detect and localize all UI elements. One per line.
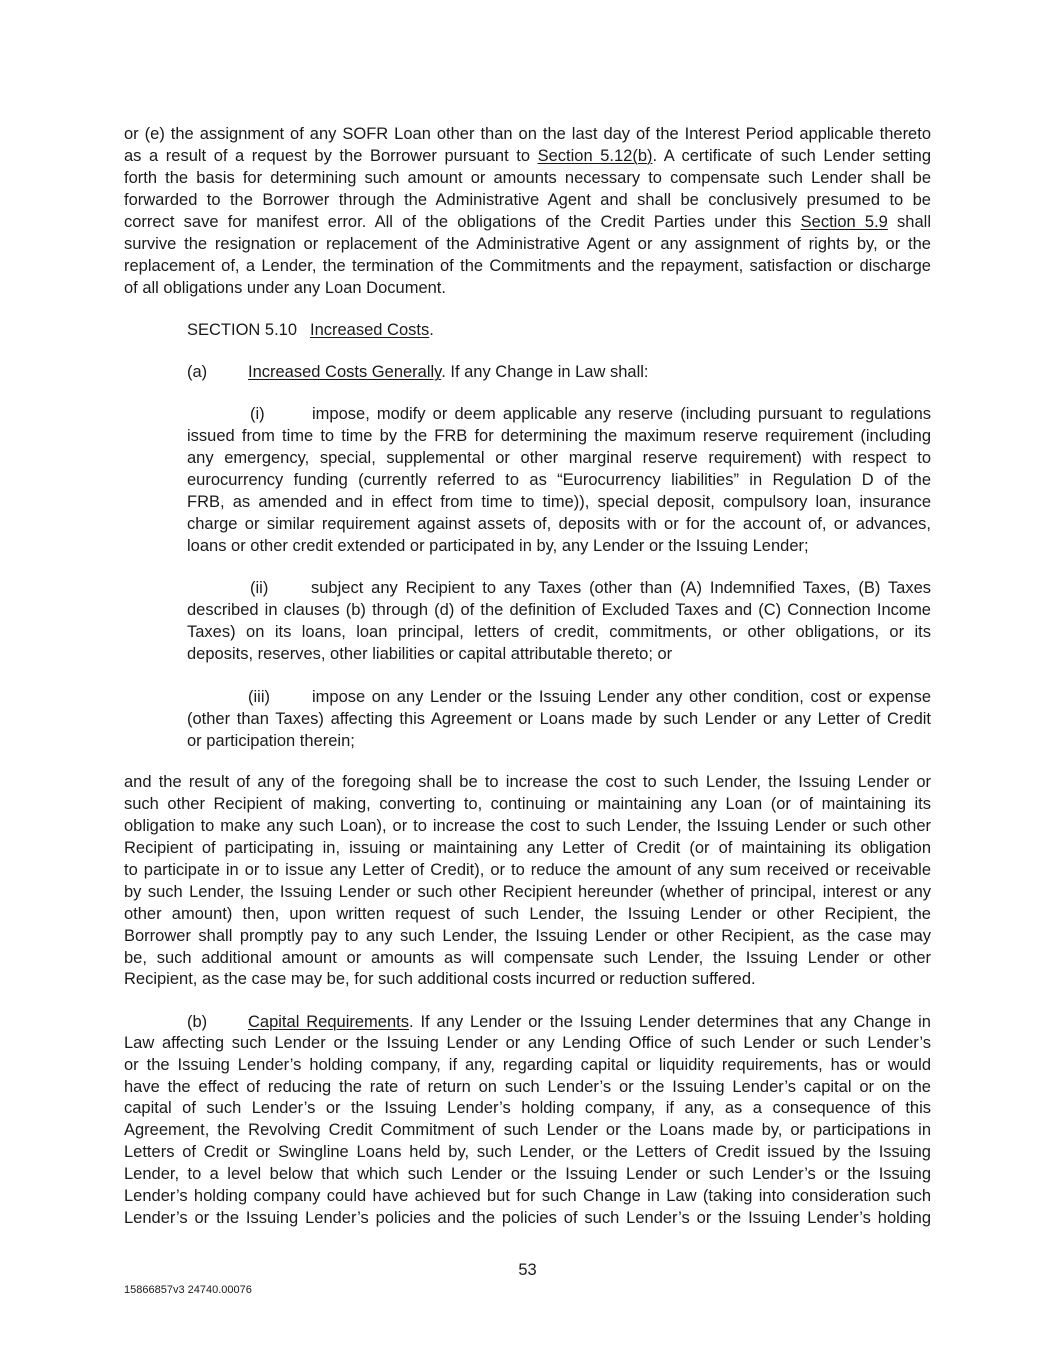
paragraph-line: FRB, as amended and in effect from time to time)), special deposit, compulsory loan, insurance (187, 493, 931, 511)
paragraph-line: forwarded to the Borrower through the Administrative Agent and shall be conclusively presumed to be (124, 191, 931, 209)
paragraph-line: Agreement, the Revolving Credit Commitment of such Lender or the Loans made by, or participations in (124, 1121, 931, 1139)
paragraph-line: deposits, reserves, other liabilities or capital attributable thereto; or (187, 645, 673, 663)
paragraph-line: or the Issuing Lender’s holding company, if any, regarding capital or liquidity requirements, has or would (124, 1056, 931, 1074)
paragraph-line: charge or similar requirement against assets of, deposits with or for the account of, or advances, (187, 515, 931, 533)
clause-a-heading (187, 361, 931, 383)
paragraph-line: Law affecting such Lender or the Issuing Lender or any Lending Office of such Lender or such Lender’s (124, 1034, 931, 1052)
clause-b-title: Capital Requirements (248, 1013, 409, 1031)
paragraph-line: capital of such Lender’s or the Issuing Lender’s holding company, if any, as a consequence of this (124, 1099, 931, 1117)
paragraph-line: Letters of Credit or Swingline Loans held by, such Lender, or the Letters of Credit issued by the Issuing (124, 1143, 931, 1161)
paragraph-line: issued from time to time by the FRB for determining the maximum reserve requirement (including (187, 427, 931, 445)
clause-a-title: Increased Costs Generally (248, 363, 442, 381)
paragraph-line: such other Recipient of making, converting to, continuing or maintaining any Loan (or of maintaining its (124, 795, 931, 813)
paragraph-line: forth the basis for determining such amount or amounts necessary to compensate such Lender shall be (124, 169, 931, 187)
section-heading (187, 319, 931, 341)
paragraph-line: loans or other credit extended or participated in by, any Lender or the Issuing Lender; (187, 537, 809, 555)
paragraph-line: Lender, to a level below that which such Lender or the Issuing Lender or such Lender’s or the Issuing (124, 1165, 931, 1183)
paragraph-line: obligation to make any such Loan), or to increase the cost to such Lender, the Issuing Lender or such other (124, 817, 931, 835)
paragraph-line (124, 211, 931, 233)
paragraph-line: survive the resignation or replacement of the Administrative Agent or any assignment of rights by, or the (124, 235, 931, 253)
line-text: subject any Recipient to any Taxes (other than (A) Indemnified Taxes, (B) Taxes (311, 579, 931, 597)
clause-b-first-line (187, 1011, 931, 1033)
line-text: . If any Lender or the Issuing Lender determines that any Change in (408, 1013, 931, 1031)
paragraph-line: and the result of any of the foregoing shall be to increase the cost to such Lender, the Issuing Lender or (124, 773, 931, 791)
paragraph-line: Taxes) on its loans, loan principal, letters of credit, commitments, or other obligations, or its (187, 623, 931, 641)
paragraph-line: Lender’s or the Issuing Lender’s policies and the policies of such Lender’s or the Issuing Lender’s holding (124, 1209, 931, 1227)
line-text: . A certificate of such Lender setting (652, 147, 931, 165)
clause-ii-first-line (250, 577, 931, 599)
clause-label: (a) (187, 363, 208, 381)
paragraph-line: Borrower shall promptly pay to any such Lender, the Issuing Lender or other Recipient, as the case may (124, 927, 931, 945)
section-5-9-reference: Section 5.9 (800, 213, 888, 231)
section-5-12b-reference: Section 5.12(b) (537, 147, 653, 165)
footer-document-id: 15866857v3 24740.00076 (124, 1284, 252, 1296)
page-number: 53 (518, 1261, 537, 1279)
clause-label: (b) (187, 1013, 208, 1031)
paragraph-line: or participation therein; (187, 732, 355, 750)
paragraph-line: Recipient of participating in, issuing or maintaining any Letter of Credit (or of maintaining its obligation (124, 839, 931, 857)
paragraph-line: Lender’s holding company could have achieved but for such Change in Law (taking into consideration such (124, 1187, 931, 1205)
clause-label: (iii) (248, 688, 270, 706)
clause-i-first-line (250, 403, 931, 425)
clause-a-text: . If any Change in Law shall: (441, 363, 649, 381)
paragraph-line: of all obligations under any Loan Document. (124, 279, 446, 297)
paragraph-line: eurocurrency funding (currently referred to as “Eurocurrency liabilities” in Regulation D of the (187, 471, 931, 489)
paragraph-line: Recipient, as the case may be, for such additional costs incurred or reduction suffered. (124, 970, 756, 988)
line-text: as a result of a request by the Borrower pursuant to (124, 147, 538, 165)
line-text: shall (887, 213, 931, 231)
clause-label: (ii) (250, 579, 269, 597)
section-title: Increased Costs (310, 321, 430, 339)
paragraph-line: by such Lender, the Issuing Lender or such other Recipient hereunder (whether of principal, interest or any (124, 883, 931, 901)
paragraph-line: to participate in or to issue any Letter of Credit), or to reduce the amount of any sum received or receivable (124, 861, 931, 879)
paragraph-line: have the effect of reducing the rate of return on such Lender’s or the Issuing Lender’s capital or on the (124, 1078, 931, 1096)
paragraph-line (124, 145, 931, 167)
paragraph-line: other amount) then, upon written request of such Lender, the Issuing Lender or other Recipient, the (124, 905, 931, 923)
clause-label: (i) (250, 405, 265, 423)
section-number: SECTION 5.10 (187, 321, 298, 339)
section-title-suffix: . (429, 321, 434, 339)
line-text: impose on any Lender or the Issuing Lender any other condition, cost or expense (312, 688, 931, 706)
paragraph-line: be, such additional amount or amounts as will compensate such Lender, the Issuing Lender or other (124, 949, 931, 967)
paragraph-line: or (e) the assignment of any SOFR Loan other than on the last day of the Interest Period applicable thereto (124, 125, 931, 143)
clause-iii-first-line (248, 686, 931, 708)
paragraph-line: (other than Taxes) affecting this Agreement or Loans made by such Lender or any Letter of Credit (187, 710, 931, 728)
line-text: correct save for manifest error. All of the obligations of the Credit Parties under this (124, 213, 801, 231)
line-text: impose, modify or deem applicable any reserve (including pursuant to regulations (312, 405, 931, 423)
paragraph-line: described in clauses (b) through (d) of the definition of Excluded Taxes and (C) Connection Income (187, 601, 931, 619)
paragraph-line: any emergency, special, supplemental or other marginal reserve requirement) with respect to (187, 449, 931, 467)
paragraph-line: replacement of, a Lender, the termination of the Commitments and the repayment, satisfaction or discharge (124, 257, 931, 275)
